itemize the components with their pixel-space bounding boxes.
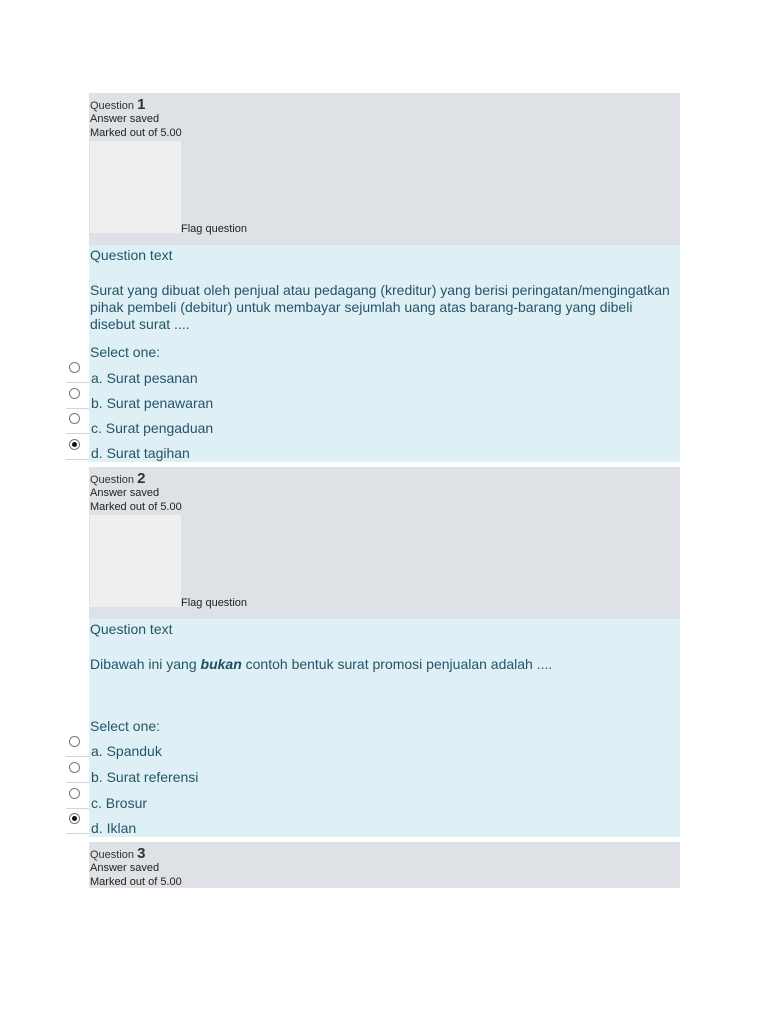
option-radio-cell[interactable] bbox=[66, 413, 89, 434]
radio-unchecked-icon[interactable] bbox=[69, 413, 80, 424]
radio-checked-icon[interactable] bbox=[69, 439, 80, 450]
flag-question-link[interactable]: Flag question bbox=[181, 223, 248, 235]
question-grade: Marked out of 5.00 bbox=[90, 127, 182, 139]
radio-unchecked-icon[interactable] bbox=[69, 736, 80, 747]
question-prefix: Question bbox=[90, 474, 135, 486]
question-text-emphasis: bukan bbox=[200, 656, 242, 672]
radio-unchecked-icon[interactable] bbox=[69, 762, 80, 773]
question-text bbox=[90, 656, 670, 673]
flag-question-link[interactable]: Flag question bbox=[181, 597, 248, 609]
option-label[interactable]: d. Iklan bbox=[91, 820, 137, 836]
question-number bbox=[90, 96, 145, 113]
option-label[interactable]: b. Surat penawaran bbox=[91, 395, 214, 411]
option-radio-cell[interactable] bbox=[66, 362, 89, 383]
question-state: Answer saved bbox=[90, 113, 160, 125]
question-3-info bbox=[89, 842, 680, 888]
option-radio-cell[interactable] bbox=[66, 762, 89, 783]
option-radio-cell[interactable] bbox=[66, 813, 89, 834]
option-radio-cell[interactable] bbox=[66, 439, 89, 460]
option-radio-cell[interactable] bbox=[66, 736, 89, 757]
radio-unchecked-icon[interactable] bbox=[69, 362, 80, 373]
question-grade: Marked out of 5.00 bbox=[90, 501, 182, 513]
question-number-value: 1 bbox=[137, 96, 146, 113]
question-state: Answer saved bbox=[90, 862, 160, 874]
option-radio-cell[interactable] bbox=[66, 388, 89, 409]
question-number-value: 2 bbox=[137, 470, 146, 487]
flag-icon[interactable] bbox=[90, 515, 181, 607]
question-number bbox=[90, 845, 145, 862]
radio-unchecked-icon[interactable] bbox=[69, 788, 80, 799]
question-text-before: Dibawah ini yang bbox=[90, 656, 201, 672]
question-2-content bbox=[89, 619, 680, 837]
question-grade: Marked out of 5.00 bbox=[90, 876, 182, 888]
option-label[interactable]: a. Spanduk bbox=[91, 743, 162, 759]
radio-unchecked-icon[interactable] bbox=[69, 388, 80, 399]
question-text-heading: Question text bbox=[90, 247, 173, 263]
question-prefix: Question bbox=[90, 100, 135, 112]
select-one-label: Select one: bbox=[90, 344, 161, 360]
option-label[interactable]: c. Surat pengaduan bbox=[91, 420, 214, 436]
question-text: Surat yang dibuat oleh penjual atau pedagang (kreditur) yang berisi peringatan/mengingatkan pihak pembeli (debitur) untuk membayar sejumlah uang atas barang-barang yang dibeli disebut surat .... bbox=[90, 282, 670, 332]
question-1-info bbox=[89, 93, 680, 245]
question-state: Answer saved bbox=[90, 487, 160, 499]
option-radio-cell[interactable] bbox=[66, 788, 89, 809]
question-2-info bbox=[89, 467, 680, 619]
option-label[interactable]: b. Surat referensi bbox=[91, 769, 199, 785]
question-text-after: contoh bentuk surat promosi penjualan adalah .... bbox=[241, 656, 553, 672]
question-prefix: Question bbox=[90, 849, 135, 861]
question-number-value: 3 bbox=[137, 845, 146, 862]
question-number bbox=[90, 470, 145, 487]
flag-icon[interactable] bbox=[90, 141, 181, 233]
option-label[interactable]: a. Surat pesanan bbox=[91, 370, 198, 386]
select-one-label: Select one: bbox=[90, 718, 161, 734]
question-text-heading: Question text bbox=[90, 621, 173, 637]
option-label[interactable]: c. Brosur bbox=[91, 795, 148, 811]
radio-checked-icon[interactable] bbox=[69, 813, 80, 824]
option-label[interactable]: d. Surat tagihan bbox=[91, 445, 190, 461]
